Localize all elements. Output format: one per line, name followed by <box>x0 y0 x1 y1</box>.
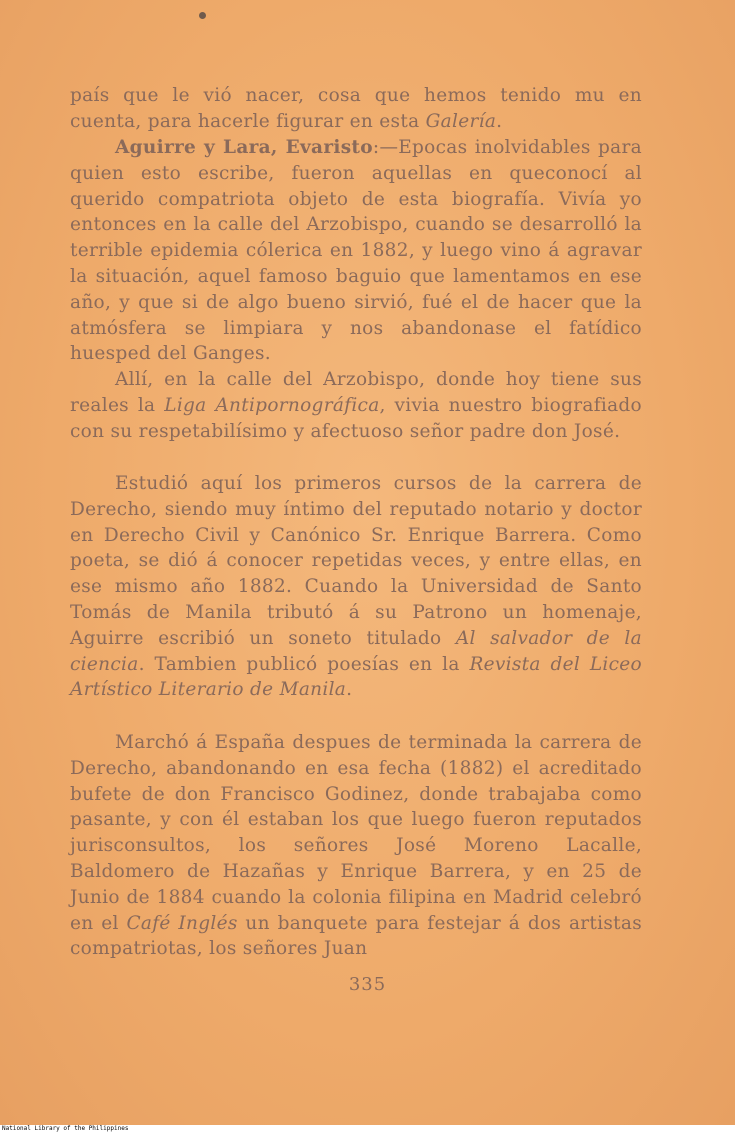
p3-text-1: Allí, en la calle del Arzobispo, donde hoy tiene sus reales la <box>70 369 642 416</box>
p5-text-1: Marchó á España despues de terminada la carrera de Derecho, abandonando en esa fecha (1882) el acreditado bufete de don Francisco Godinez, donde trabajaba como pasante, y con él estaban los que luego fueron reputados jurisconsultos, los señores José Moreno Lacalle, Baldomero de Hazañas y Enrique Barrera, y en 25 de Junio de 1884 cuando la colonia filipina en Madrid celebró en el <box>70 732 642 934</box>
cafe-title: Café Inglés <box>126 912 238 934</box>
p1-text-1: país que le vió nacer, cosa que hemos tenido mu <box>70 85 605 106</box>
p4-end: . <box>346 679 353 701</box>
p3-text-2: , vivia nuestro biografiado con su respetabilísimo y afectuoso señor padre don José. <box>70 394 642 442</box>
paragraph-continuation <box>70 83 642 135</box>
p4-text-2: . Tambien publicó poesías en la <box>138 653 460 675</box>
liga-title: Liga Antipornográfica <box>164 394 380 416</box>
p2-text: :—Epocas inolvidables para quien esto escribe, fueron aquellas en queconocí al querido compatriota objeto de esta biografía. Vivía yo entonces en la calle del Arzobispo, cuando se desarrolló la terrible epidemia cólerica en 1882, y luego vino á agravar la situación, aquel famoso baguio que lamentamos en ese año, y que si de algo bueno sirvió, fué el de hacer que la atmósfera se limpiara y nos abandonase el fatídico huesped del Ganges. <box>70 137 642 365</box>
galeria-title: Galería <box>425 110 497 132</box>
p5-text-2: un banquete para festejar á dos artistas compatriotas, los señores Juan <box>70 912 643 960</box>
ink-speck <box>199 12 206 19</box>
soneto-title: Al salvador de la ciencia <box>70 627 642 675</box>
paragraph-estudios <box>70 471 642 703</box>
revista-title: Revista del Liceo Artístico Literario de Manila <box>70 653 642 701</box>
entry-name: Aguirre y Lara, Evaristo <box>115 137 373 158</box>
page-number: 335 <box>348 974 387 995</box>
paragraph-espana <box>70 730 642 962</box>
p1-text-2: en cuenta, para hacerle figurar en esta <box>70 85 642 132</box>
p4-text-1: Estudió aquí los primeros cursos de la carrera de Derecho, siendo muy íntimo del reputado notario y doctor en Derecho Civil y Canónico Sr. Enrique Barrera. Como poeta, se dió á conocer repetidas veces, y entre ellas, en ese mismo año 1882. Cuando la Universidad de Santo Tomás de Manila tributó á su Patrono un homenaje, Aguirre escribió un soneto titulado <box>70 473 642 649</box>
paragraph-aguirre-intro <box>70 135 642 367</box>
footer-credit: National Library of the Philippines <box>0 1125 735 1133</box>
paragraph-arzobispo <box>70 367 642 444</box>
p1-end: . <box>496 110 503 132</box>
